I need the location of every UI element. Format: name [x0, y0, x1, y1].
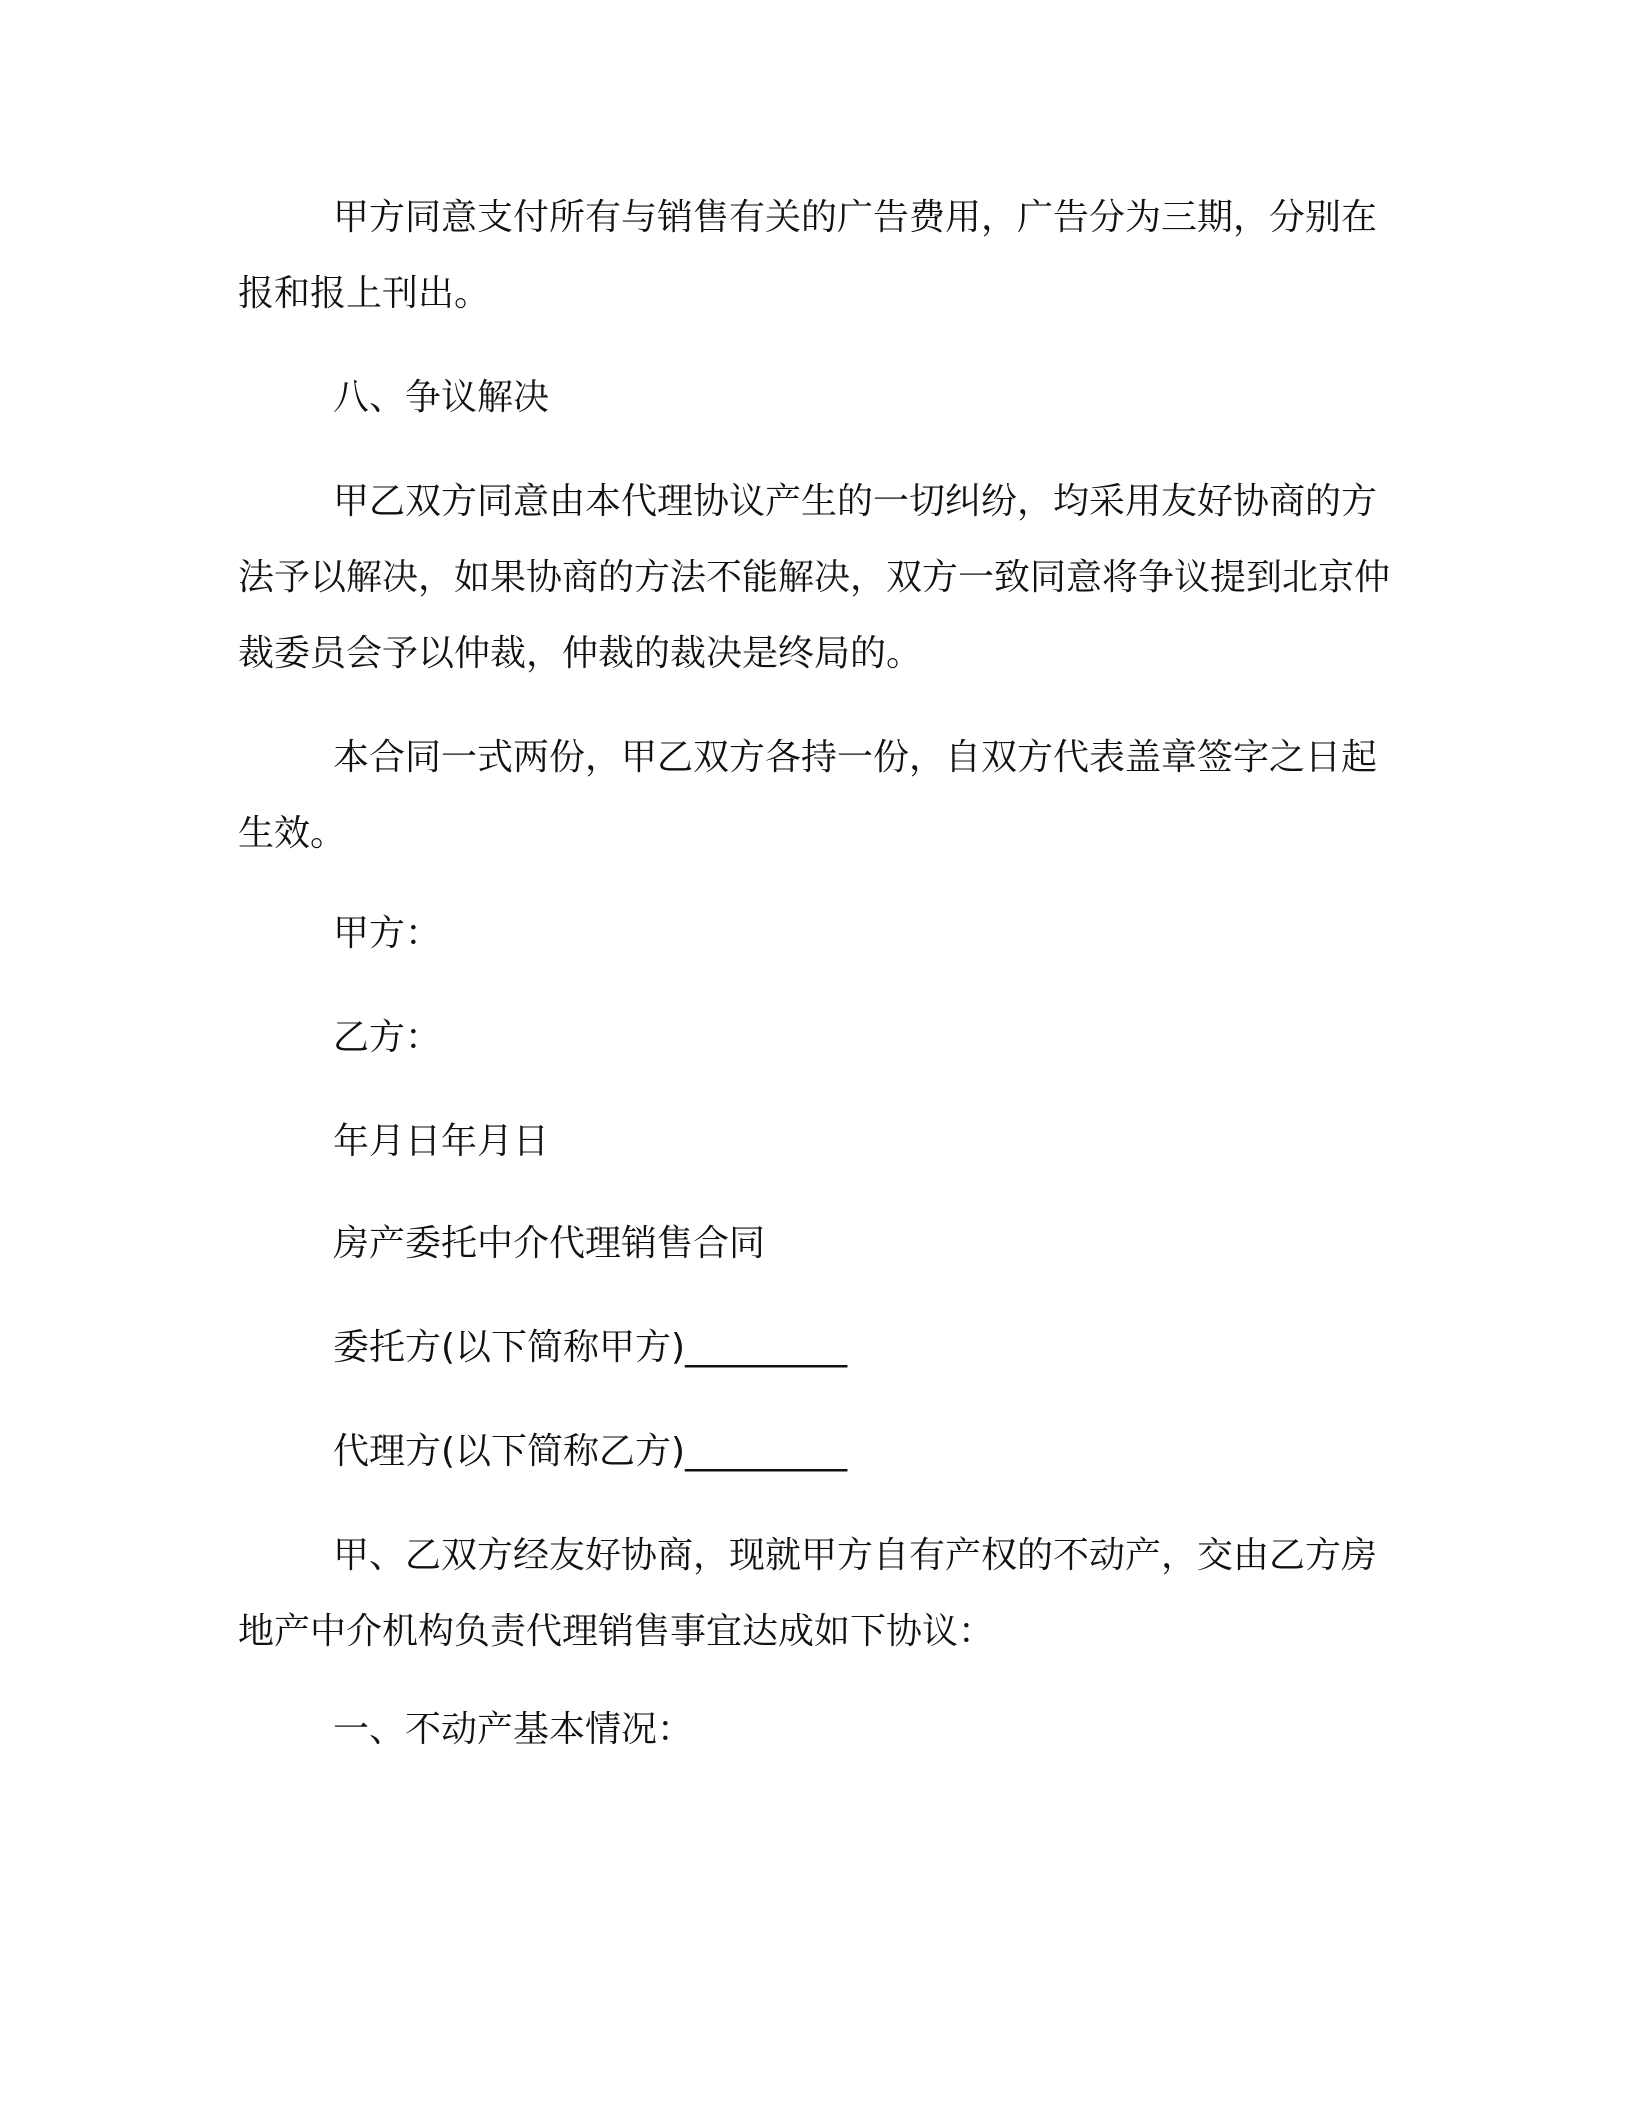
date-line: 年月日年月日 — [333, 1121, 550, 1162]
heading-dispute-resolution: 八、争议解决 — [333, 377, 550, 418]
party-a-signature-label: 甲方： — [333, 913, 442, 954]
agent-party-line: 代理方(以下简称乙方)_________ — [333, 1431, 848, 1472]
contract-title: 房产委托中介代理销售合同 — [333, 1223, 766, 1264]
party-b-signature-label: 乙方： — [333, 1017, 442, 1058]
paragraph-dispute-clause: 甲乙双方同意由本代理协议产生的一切纠纷，均采用友好协商的方法予以解决，如果协商的方法不能解决，双方一致同意将争议提到北京仲裁委员会予以仲裁，仲裁的裁决是终局的。 — [238, 481, 1391, 674]
paragraph-advertising-fee: 甲方同意支付所有与销售有关的广告费用，广告分为三期，分别在报和报上刊出。 — [238, 197, 1378, 314]
heading-property-basics: 一、不动产基本情况： — [333, 1709, 694, 1750]
principal-party-line: 委托方(以下简称甲方)_________ — [333, 1327, 848, 1368]
paragraph-contract-copies: 本合同一式两份，甲乙双方各持一份，自双方代表盖章签字之日起生效。 — [238, 737, 1378, 854]
paragraph-agreement-intro: 甲、乙双方经友好协商，现就甲方自有产权的不动产，交由乙方房地产中介机构负责代理销售事宜达成如下协议： — [238, 1535, 1378, 1652]
